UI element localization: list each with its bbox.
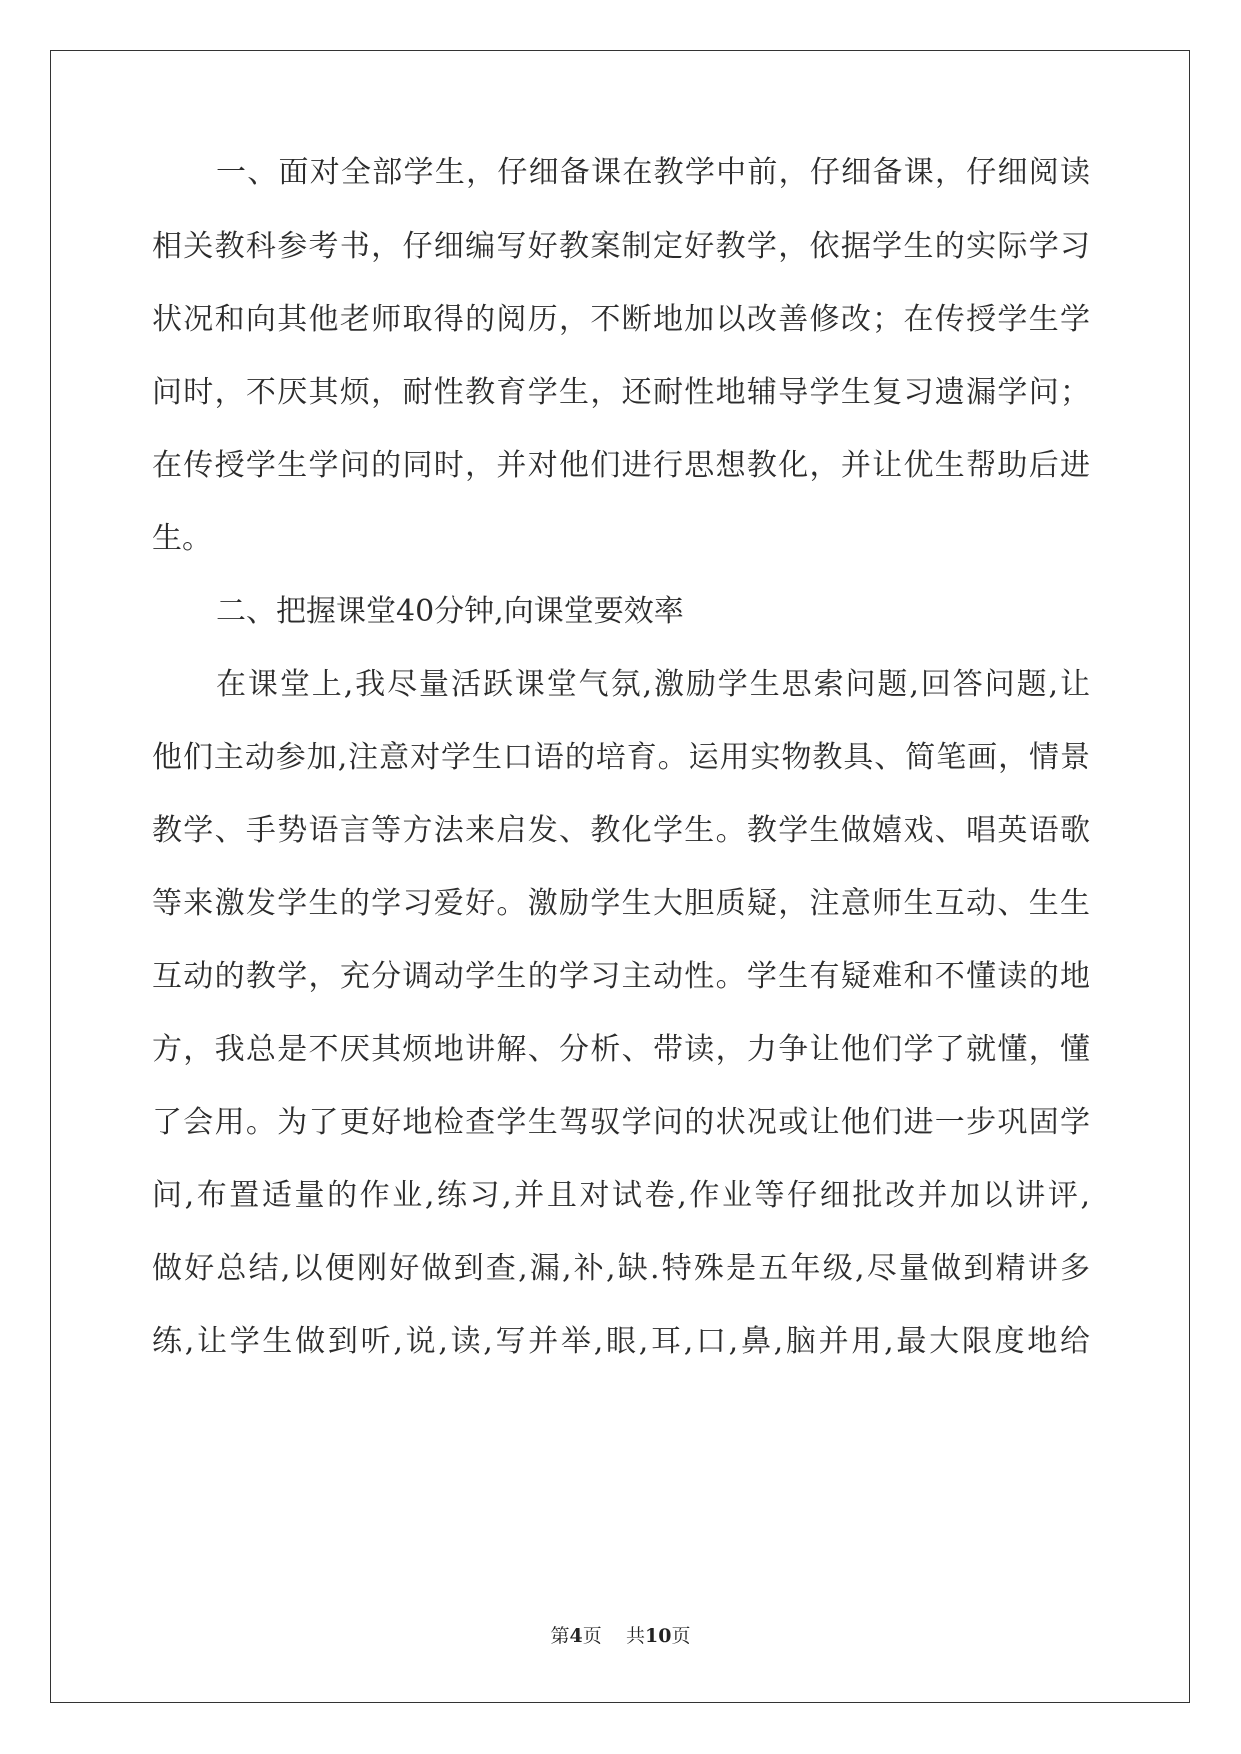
page-number-footer [0,1624,1241,1648]
text-line: 在课堂上,我尽量活跃课堂气氛,激励学生思索问题,回答问题,让 [216,667,1090,702]
text-line: 在传授学生学问的同时，并对他们进行思想教化，并让优生帮助后进 [152,448,1090,483]
text-line: 教学、手势语言等方法来启发、教化学生。教学生做嬉戏、唱英语歌 [152,813,1090,848]
text-line: 做好总结,以便刚好做到查,漏,补,缺.特殊是五年级,尽量做到精讲多 [152,1251,1090,1286]
page-prefix: 第 [550,1625,570,1647]
total-prefix: 共 [625,1625,645,1647]
text-line: 方，我总是不厌其烦地讲解、分析、带读，力争让他们学了就懂，懂 [152,1032,1090,1067]
section-heading: 二、把握课堂40分钟,向课堂要效率 [216,594,684,629]
current-page-number: 4 [569,1625,583,1647]
text-line: 问时，不厌其烦，耐性教育学生，还耐性地辅导学生复习遗漏学问； [152,375,1090,410]
text-line: 互动的教学，充分调动学生的学习主动性。学生有疑难和不懂读的地 [152,959,1090,994]
page-suffix: 页 [582,1625,602,1647]
text-line: 了会用。为了更好地检查学生驾驭学问的状况或让他们进一步巩固学 [152,1105,1090,1140]
text-line: 相关教科参考书，仔细编写好教案制定好教学，依据学生的实际学习 [152,229,1090,264]
text-line: 一、面对全部学生，仔细备课在教学中前，仔细备课，仔细阅读 [216,155,1090,190]
total-suffix: 页 [671,1625,691,1647]
text-line: 问,布置适量的作业,练习,并且对试卷,作业等仔细批改并加以讲评, [152,1178,1090,1213]
text-line: 状况和向其他老师取得的阅历，不断地加以改善修改；在传授学生学 [152,302,1090,337]
text-line: 他们主动参加,注意对学生口语的培育。运用实物教具、简笔画，情景 [152,740,1090,775]
page-border [50,50,1190,1703]
total-page-number: 10 [644,1625,672,1647]
text-line: 生。 [152,521,212,556]
text-line: 等来激发学生的学习爱好。激励学生大胆质疑，注意师生互动、生生 [152,886,1090,921]
text-line: 练,让学生做到听,说,读,写并举,眼,耳,口,鼻,脑并用,最大限度地给 [152,1324,1090,1359]
